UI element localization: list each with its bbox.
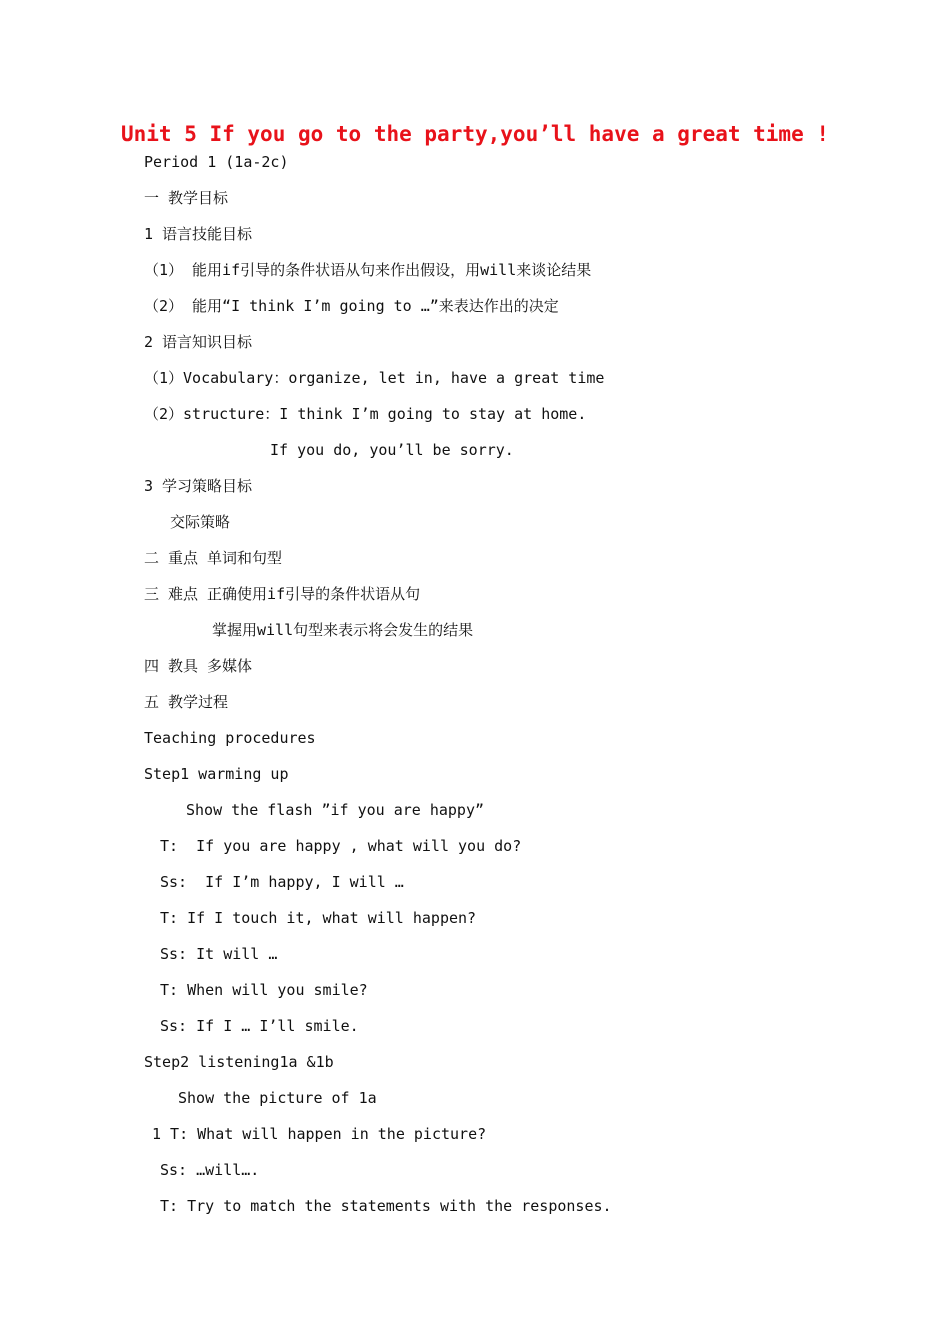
dialogue-line: Ss: If I … I’ll smile. — [160, 1017, 359, 1035]
section-heading-key-points: 二 重点 单词和句型 — [144, 549, 283, 567]
step-instruction: Show the flash ”if you are happy” — [186, 801, 485, 819]
goal-learning-strategy: 3 学习策略目标 — [144, 477, 253, 495]
step-heading: Step1 warming up — [144, 765, 289, 783]
teaching-procedures-label: Teaching procedures — [144, 729, 316, 747]
section-heading-teaching-aids: 四 教具 多媒体 — [144, 657, 253, 675]
dialogue-line: Ss: It will … — [160, 945, 278, 963]
dialogue-line: Ss: If I’m happy, I will … — [160, 873, 404, 891]
section-heading-difficulties: 三 难点 正确使用if引导的条件状语从句 — [144, 585, 421, 603]
period-line: Period 1 (1a-2c) — [144, 153, 289, 171]
section-heading-teaching-process: 五 教学过程 — [144, 693, 229, 711]
goal-item-continued: If you do, you’ll be sorry. — [270, 441, 514, 459]
goal-item: （1）Vocabulary：organize, let in, have a great time — [144, 369, 605, 387]
step-heading: Step2 listening1a &1b — [144, 1053, 334, 1071]
goal-item: （2） 能用“I think I’m going to …”来表达作出的决定 — [144, 297, 559, 315]
goal-item: （2）structure：I think I’m going to stay at home. — [144, 405, 587, 423]
section-heading-objectives: 一 教学目标 — [144, 189, 229, 207]
goal-language-skills: 1 语言技能目标 — [144, 225, 253, 243]
document-title: Unit 5 If you go to the party,you’ll have a great time ! — [120, 122, 829, 146]
dialogue-line: T: If I touch it, what will happen? — [160, 909, 477, 927]
goal-item: 交际策略 — [170, 513, 231, 531]
dialogue-line: T: When will you smile? — [160, 981, 368, 999]
difficulty-item: 掌握用will句型来表示将会发生的结果 — [212, 621, 474, 639]
dialogue-line: T: If you are happy , what will you do? — [160, 837, 522, 855]
step-instruction: Show the picture of 1a — [178, 1089, 377, 1107]
dialogue-line: T: Try to match the statements with the responses. — [160, 1197, 612, 1215]
dialogue-line: 1 T: What will happen in the picture? — [152, 1125, 487, 1143]
goal-language-knowledge: 2 语言知识目标 — [144, 333, 253, 351]
goal-item: （1） 能用if引导的条件状语从句来作出假设，用will来谈论结果 — [144, 261, 592, 279]
dialogue-line: Ss: …will…. — [160, 1161, 260, 1179]
